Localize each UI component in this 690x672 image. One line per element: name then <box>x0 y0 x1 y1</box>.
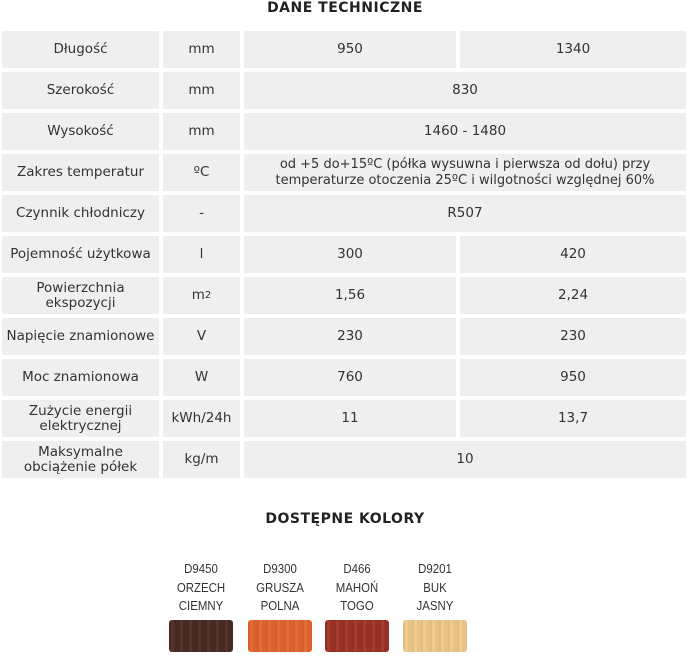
row-value: 830 <box>244 72 686 109</box>
row-label: Napięcie znamionowe <box>2 318 159 355</box>
tech-table <box>0 29 690 480</box>
row-value-2: 950 <box>460 359 686 396</box>
row-value-2: 13,7 <box>460 400 686 437</box>
row-label: Długość <box>2 31 159 68</box>
color-option <box>166 560 236 652</box>
color-name-line1: ORZECH <box>176 579 226 595</box>
row-unit <box>163 277 240 314</box>
table-row <box>0 29 690 70</box>
row-label: Maksymalne obciążenie półek <box>2 441 159 478</box>
color-name-line2: POLNA <box>260 598 300 613</box>
color-label <box>249 560 311 616</box>
row-value-2: 1340 <box>460 31 686 68</box>
table-row <box>0 234 690 275</box>
color-code: D9300 <box>263 561 297 576</box>
color-name-line1: BUK <box>423 579 447 595</box>
row-value-1: 1,56 <box>244 277 456 314</box>
row-label: Czynnik chłodniczy <box>2 195 159 232</box>
row-value-1: 11 <box>244 400 456 437</box>
color-swatch <box>325 620 389 652</box>
color-label <box>326 560 388 616</box>
row-label: Szerokość <box>2 72 159 109</box>
row-label: Powierzchnia ekspozycji <box>2 277 159 314</box>
row-unit: l <box>163 236 240 273</box>
row-unit: kg/m <box>163 441 240 478</box>
row-value-1: 230 <box>244 318 456 355</box>
color-option <box>322 560 392 652</box>
colors-section-title: DOSTĘPNE KOLORY <box>265 511 425 527</box>
color-name-line2: JASNY <box>416 598 454 613</box>
color-name-line2: TOGO <box>340 598 374 613</box>
color-name-line1: GRUSZA <box>256 579 304 595</box>
row-value-1: 950 <box>244 31 456 68</box>
row-value-2: 230 <box>460 318 686 355</box>
color-label <box>404 560 466 616</box>
table-row <box>0 70 690 111</box>
color-label <box>170 560 232 616</box>
table-row <box>0 111 690 152</box>
table-row <box>0 152 690 193</box>
row-label: Zużycie energii elektrycznej <box>2 400 159 437</box>
row-unit: ºC <box>163 154 240 191</box>
table-row <box>0 357 690 398</box>
row-unit: kWh/24h <box>163 400 240 437</box>
row-label: Zakres temperatur <box>2 154 159 191</box>
color-swatch <box>169 620 233 652</box>
row-value-1: 300 <box>244 236 456 273</box>
row-value: 10 <box>244 441 686 478</box>
color-option <box>245 560 315 652</box>
color-code: D9450 <box>184 561 218 576</box>
row-value-2: 2,24 <box>460 277 686 314</box>
color-swatch <box>248 620 312 652</box>
row-unit: - <box>163 195 240 232</box>
color-swatch <box>403 620 467 652</box>
row-value: 1460 - 1480 <box>244 113 686 150</box>
table-row <box>0 275 690 316</box>
table-row <box>0 316 690 357</box>
unit-base: m <box>191 287 205 303</box>
color-name-line2: CIEMNY <box>178 598 224 613</box>
row-unit: W <box>163 359 240 396</box>
row-value: od +5 do+15ºC (półka wysuwna i pierwsza od dołu) przy temperaturze otoczenia 25ºC i wilgotności względnej 60% <box>244 154 686 191</box>
color-code: D466 <box>343 561 371 576</box>
tech-section-title: DANE TECHNICZNE <box>267 0 423 16</box>
table-row <box>0 193 690 234</box>
table-row <box>0 398 690 439</box>
row-unit: mm <box>163 113 240 150</box>
row-unit: mm <box>163 72 240 109</box>
row-label: Pojemność użytkowa <box>2 236 159 273</box>
row-unit: V <box>163 318 240 355</box>
color-name-line1: MAHOŃ <box>335 579 379 595</box>
color-code: D9201 <box>418 561 452 576</box>
row-label: Moc znamionowa <box>2 359 159 396</box>
table-row <box>0 439 690 480</box>
row-value-1: 760 <box>244 359 456 396</box>
row-value-2: 420 <box>460 236 686 273</box>
color-option <box>400 560 470 652</box>
row-unit: mm <box>163 31 240 68</box>
unit-superscript: 2 <box>204 290 212 301</box>
row-label: Wysokość <box>2 113 159 150</box>
row-value: R507 <box>244 195 686 232</box>
